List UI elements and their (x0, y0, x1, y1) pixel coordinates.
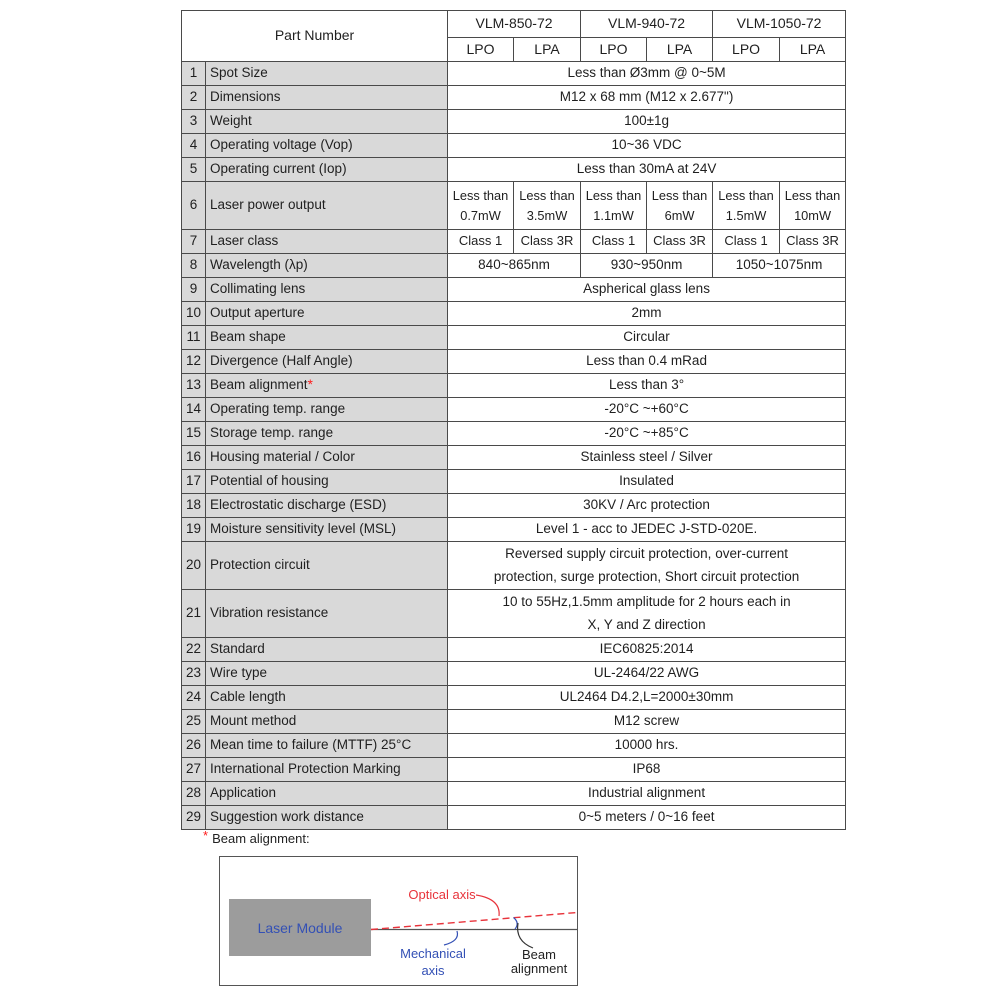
row-label: Divergence (Half Angle) (206, 350, 448, 374)
footnote-label: Beam alignment: (212, 831, 310, 846)
row-label: Spot Size (206, 62, 448, 86)
table-row (182, 806, 846, 830)
laser-module-label: Laser Module (257, 920, 343, 936)
table-row-protection-circuit (182, 542, 846, 590)
row-number: 15 (182, 422, 206, 446)
table-row (182, 494, 846, 518)
table-row-laser-power (182, 182, 846, 230)
row-value: Industrial alignment (448, 782, 846, 806)
row-value-cell: Class 3R (780, 230, 846, 254)
table-row (182, 350, 846, 374)
row-number: 14 (182, 398, 206, 422)
row-value-cell: Class 1 (448, 230, 514, 254)
row-value: -20°C ~+60°C (448, 398, 846, 422)
row-label: Application (206, 782, 448, 806)
row-number: 10 (182, 302, 206, 326)
row-value: Aspherical glass lens (448, 278, 846, 302)
row-value-cell: Class 3R (514, 230, 581, 254)
header-model-1: VLM-850-72 (448, 11, 581, 38)
row-value: Level 1 - acc to JEDEC J-STD-020E. (448, 518, 846, 542)
optical-axis-line (371, 913, 577, 930)
row-number: 5 (182, 158, 206, 182)
table-row (182, 638, 846, 662)
beam-alignment-label-line2: alignment (510, 961, 568, 976)
table-row (182, 710, 846, 734)
row-number: 13 (182, 374, 206, 398)
row-label: Beam shape (206, 326, 448, 350)
row-number: 9 (182, 278, 206, 302)
mechanical-axis-label-line2: axis (421, 963, 445, 978)
table-row-beam-alignment (182, 374, 846, 398)
table-row (182, 134, 846, 158)
table-row (182, 86, 846, 110)
row-value: 10000 hrs. (448, 734, 846, 758)
row-value-cell: Less than 3.5mW (514, 182, 581, 230)
footnote-asterisk-marker: * (307, 377, 313, 393)
header-model-2: VLM-940-72 (581, 11, 713, 38)
row-value-cell: Class 1 (581, 230, 647, 254)
footnote-asterisk: * (203, 828, 209, 843)
row-number: 16 (182, 446, 206, 470)
row-value: Insulated (448, 470, 846, 494)
row-value: 0~5 meters / 0~16 feet (448, 806, 846, 830)
row-value: 10~36 VDC (448, 134, 846, 158)
row-value-cell: Less than 6mW (647, 182, 713, 230)
header-variant: LPO (713, 38, 780, 62)
row-number: 22 (182, 638, 206, 662)
row-value-cell: 930~950nm (581, 254, 713, 278)
row-value: Less than 0.4 mRad (448, 350, 846, 374)
row-label: Beam alignment* (206, 374, 448, 398)
row-number: 27 (182, 758, 206, 782)
header-variant: LPA (780, 38, 846, 62)
table-row (182, 734, 846, 758)
footnote (203, 828, 310, 846)
row-label: Collimating lens (206, 278, 448, 302)
row-value: 100±1g (448, 110, 846, 134)
row-label: Storage temp. range (206, 422, 448, 446)
table-row-vibration (182, 590, 846, 638)
row-label: Electrostatic discharge (ESD) (206, 494, 448, 518)
optical-axis-pointer (476, 895, 499, 916)
row-value-cell: 1050~1075nm (713, 254, 846, 278)
row-value-cell: Less than 0.7mW (448, 182, 514, 230)
beam-alignment-pointer (518, 923, 533, 948)
row-label: Laser class (206, 230, 448, 254)
header-variant: LPA (647, 38, 713, 62)
row-number: 4 (182, 134, 206, 158)
row-value: M12 screw (448, 710, 846, 734)
row-label: Vibration resistance (206, 590, 448, 638)
table-row (182, 158, 846, 182)
optical-axis-label: Optical axis (408, 887, 476, 902)
row-label: Dimensions (206, 86, 448, 110)
table-row (182, 326, 846, 350)
row-value: Less than Ø3mm @ 0~5M (448, 62, 846, 86)
header-model-3: VLM-1050-72 (713, 11, 846, 38)
row-number: 28 (182, 782, 206, 806)
row-label: Wire type (206, 662, 448, 686)
row-number: 6 (182, 182, 206, 230)
row-label: International Protection Marking (206, 758, 448, 782)
row-label: Output aperture (206, 302, 448, 326)
row-number: 3 (182, 110, 206, 134)
row-number: 2 (182, 86, 206, 110)
header-variant: LPO (581, 38, 647, 62)
row-number: 29 (182, 806, 206, 830)
row-value: Stainless steel / Silver (448, 446, 846, 470)
row-label: Moisture sensitivity level (MSL) (206, 518, 448, 542)
table-row (182, 446, 846, 470)
row-value: Less than 30mA at 24V (448, 158, 846, 182)
row-value: IEC60825:2014 (448, 638, 846, 662)
row-value: IP68 (448, 758, 846, 782)
row-number: 8 (182, 254, 206, 278)
row-label: Operating voltage (Vop) (206, 134, 448, 158)
table-row (182, 470, 846, 494)
row-number: 19 (182, 518, 206, 542)
spec-table (181, 10, 846, 830)
row-value: 10 to 55Hz,1.5mm amplitude for 2 hours each in X, Y and Z direction (448, 590, 846, 638)
row-label: Suggestion work distance (206, 806, 448, 830)
row-number: 12 (182, 350, 206, 374)
row-label: Wavelength (λp) (206, 254, 448, 278)
row-label: Standard (206, 638, 448, 662)
row-value-cell: 840~865nm (448, 254, 581, 278)
row-number: 21 (182, 590, 206, 638)
row-value: M12 x 68 mm (M12 x 2.677") (448, 86, 846, 110)
row-value: 30KV / Arc protection (448, 494, 846, 518)
table-row-wavelength (182, 254, 846, 278)
beam-alignment-label-line1: Beam (522, 947, 556, 962)
mechanical-axis-pointer (444, 931, 457, 945)
row-number: 7 (182, 230, 206, 254)
row-number: 25 (182, 710, 206, 734)
row-number: 18 (182, 494, 206, 518)
beam-alignment-svg (220, 857, 577, 985)
row-label: Operating current (Iop) (206, 158, 448, 182)
row-value: 2mm (448, 302, 846, 326)
header-variant: LPO (448, 38, 514, 62)
row-label: Cable length (206, 686, 448, 710)
row-label: Potential of housing (206, 470, 448, 494)
row-value: UL2464 D4.2,L=2000±30mm (448, 686, 846, 710)
row-number: 17 (182, 470, 206, 494)
row-number: 24 (182, 686, 206, 710)
row-value-cell: Less than 1.5mW (713, 182, 780, 230)
row-value: Circular (448, 326, 846, 350)
table-row (182, 398, 846, 422)
row-label: Protection circuit (206, 542, 448, 590)
table-row (182, 662, 846, 686)
beam-alignment-diagram (219, 856, 578, 986)
mechanical-axis-label-line1: Mechanical (400, 946, 466, 961)
table-row (182, 686, 846, 710)
row-label: Housing material / Color (206, 446, 448, 470)
row-number: 26 (182, 734, 206, 758)
row-label: Operating temp. range (206, 398, 448, 422)
row-value-cell: Class 3R (647, 230, 713, 254)
table-row (182, 782, 846, 806)
beam-angle-arc (514, 918, 518, 930)
header-row-models (182, 11, 846, 38)
row-value: Less than 3° (448, 374, 846, 398)
table-row (182, 758, 846, 782)
row-label: Laser power output (206, 182, 448, 230)
row-value: -20°C ~+85°C (448, 422, 846, 446)
row-label: Mean time to failure (MTTF) 25°C (206, 734, 448, 758)
row-number: 1 (182, 62, 206, 86)
table-row (182, 302, 846, 326)
table-row (182, 278, 846, 302)
table-row (182, 62, 846, 86)
row-number: 11 (182, 326, 206, 350)
table-row-laser-class (182, 230, 846, 254)
row-value: Reversed supply circuit protection, over-current protection, surge protection, Short circuit protection (448, 542, 846, 590)
row-value: UL-2464/22 AWG (448, 662, 846, 686)
row-label: Mount method (206, 710, 448, 734)
header-variant: LPA (514, 38, 581, 62)
header-part-number: Part Number (182, 11, 448, 62)
table-row (182, 110, 846, 134)
row-value-cell: Less than 10mW (780, 182, 846, 230)
row-number: 23 (182, 662, 206, 686)
row-value-cell: Less than 1.1mW (581, 182, 647, 230)
table-row (182, 422, 846, 446)
row-number: 20 (182, 542, 206, 590)
table-row (182, 518, 846, 542)
row-value-cell: Class 1 (713, 230, 780, 254)
row-label: Weight (206, 110, 448, 134)
